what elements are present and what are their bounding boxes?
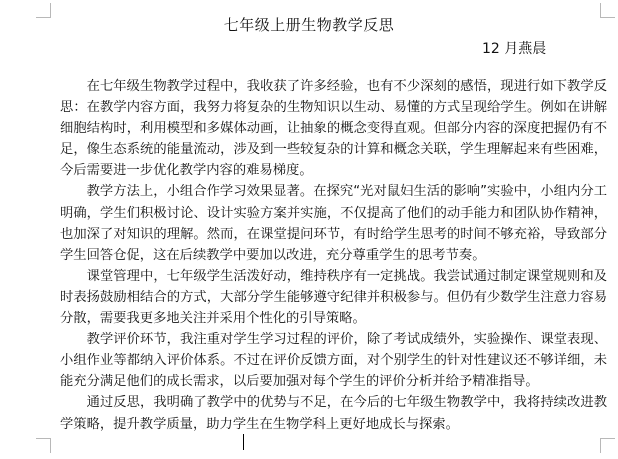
document-body[interactable] <box>60 76 607 435</box>
paragraph-management: 课堂管理中，七年级学生活泼好动，维持秩序有一定挑战。我尝试通过制定课堂规则和及时表扬鼓励相结合的方式，大部分学生能够遵守纪律并积极参与。但仍有少数学生注意力容易分散，需要我更多地关注并采用个性化的引导策略。 <box>60 268 607 327</box>
paragraph-conclusion: 通过反思，我明确了教学中的优势与不足，在今后的七年级生物教学中，我将持续改进教学策略，提升教学质量，助力学生在生物学科上更好地成长与探索。 <box>60 395 607 432</box>
paragraph-methods: 教学方法上，小组合作学习效果显著。在探究“光对鼠妇生活的影响”实验中，小组内分工明确，学生们积极讨论、设计实验方案并实施，不仅提高了他们的动手能力和团队协作精神，也加深了对知识的理解。然而，在课堂提问环节，有时给学生思考的时间不够充裕，导致部分学生回答仓促，这在后续教学中要加以改进，充分尊重学生的思考节奏。 <box>60 184 607 263</box>
paragraph-content: 在七年级生物教学过程中，我收获了许多经验，也有不少深刻的感悟，现进行如下教学反思：在教学内容方面，我努力将复杂的生物知识以生动、易懂的方式呈现给学生。例如在讲解细胞结构时，利用模型和多媒体动画，让抽象的概念变得直观。但部分内容的深度把握仍有不足，像生态系统的能量流动，涉及到一些较复杂的计算和概念关联，学生理解起来有些困难，今后需要进一步优化教学内容的难易梯度。 <box>60 79 607 179</box>
document-title: 七年级上册生物教学反思 <box>223 16 395 34</box>
document-author: 12 月燕晨 <box>482 41 547 57</box>
paragraph-evaluation: 教学评价环节，我注重对学生学习过程的评价，除了考试成绩外，实验操作、课堂表现、小组作业等都纳入评价体系。不过在评价反馈方面，对个别学生的针对性建议还不够详细，未能充分满足他们的成长需求，以后要加强对每个学生的评价分析并给予精准指导。 <box>60 332 607 390</box>
text-cursor <box>243 434 244 450</box>
crop-mark-bottom-right <box>600 438 615 453</box>
crop-mark-bottom-left <box>36 438 51 453</box>
